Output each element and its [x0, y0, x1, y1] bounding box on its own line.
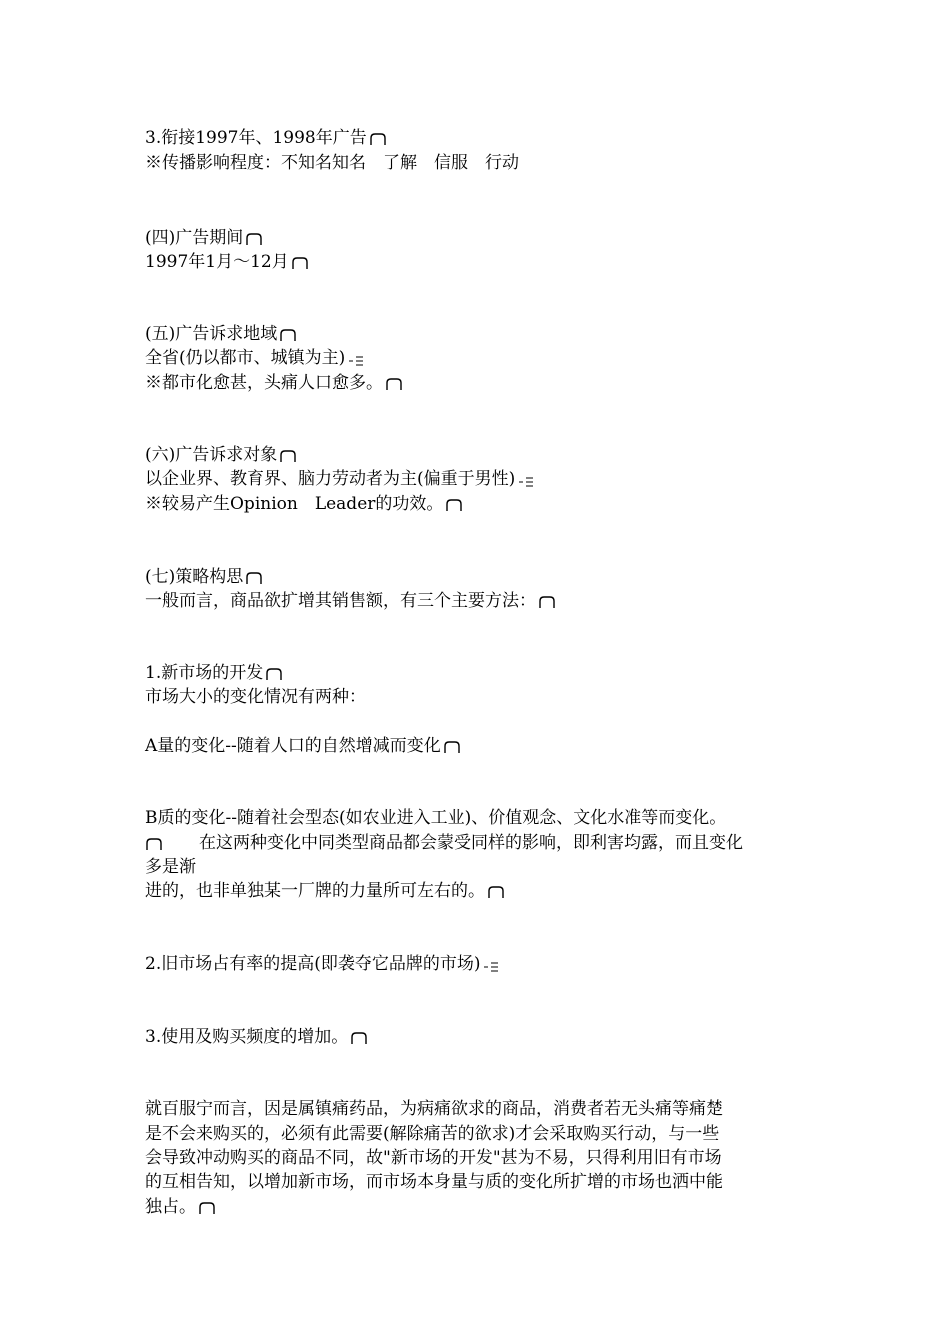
text-line: 会导致冲动购买的商品不同，故"新市场的开发"甚为不易，只得利用旧有市场	[145, 1148, 722, 1168]
paragraph-mark-icon	[350, 1031, 368, 1045]
text-line: 3.衔接1997年、1998年广告	[145, 126, 387, 150]
text-line: 是不会来购买的，必须有此需要(解除痛苦的欲求)才会采取购买行动，与一些	[145, 1124, 720, 1144]
text-line: 一般而言，商品欲扩增其销售额，有三个主要方法：	[145, 589, 556, 613]
text-line: 全省(仍以都市、城镇为主)	[145, 346, 365, 370]
text-line: 在这两种变化中同类型商品都会蒙受同样的影响，即利害均露，而且变化	[145, 831, 743, 855]
paragraph-mark-icon	[279, 328, 297, 342]
text-line: ※都市化愈甚，头痛人口愈多。	[145, 371, 403, 395]
text-line: 就百服宁而言，因是属镇痛药品，为病痛欲求的商品，消费者若无头痛等痛楚	[145, 1099, 723, 1119]
paragraph-mark-icon	[198, 1201, 216, 1215]
paragraph-mark-icon	[443, 740, 461, 754]
text-line: ※较易产生Opinion Leader的功效。	[145, 492, 463, 516]
text-line: 多是渐	[145, 857, 196, 877]
text-line: 以企业界、教育界、脑力劳动者为主(偏重于男性)	[145, 467, 535, 491]
text-line: B质的变化--随着社会型态(如农业进入工业)、价值观念、文化水准等而变化。	[145, 808, 727, 828]
paragraph-mark-icon	[265, 667, 283, 681]
paragraph-mark-icon	[245, 571, 263, 585]
text-line: 1997年1月～12月	[145, 250, 309, 274]
line-break-mark-icon	[482, 958, 500, 972]
paragraph-mark-icon	[145, 837, 163, 851]
text-line: 进的，也非单独某一厂牌的力量所可左右的。	[145, 879, 505, 903]
paragraph-mark-icon	[291, 256, 309, 270]
text-line: 2.旧市场占有率的提高(即袭夺它品牌的市场)	[145, 952, 500, 976]
section-heading: (五)广告诉求地域	[145, 322, 297, 346]
line-break-mark-icon	[517, 473, 535, 487]
text-line: A量的变化--随着人口的自然增减而变化	[145, 734, 461, 758]
section-heading: (六)广告诉求对象	[145, 443, 297, 467]
text-line: 市场大小的变化情况有两种：	[145, 687, 366, 707]
paragraph-mark-icon	[487, 885, 505, 899]
text-line: 3.使用及购买频度的增加。	[145, 1025, 368, 1049]
section-heading: (四)广告期间	[145, 226, 263, 250]
section-heading: (七)策略构思	[145, 565, 263, 589]
text-line: ※传播影响程度：不知名知名 了解 信服 行动	[145, 153, 519, 173]
paragraph-mark-icon	[538, 595, 556, 609]
paragraph-mark-icon	[385, 377, 403, 391]
paragraph-mark-icon	[445, 498, 463, 512]
text-line: 1.新市场的开发	[145, 661, 283, 685]
text-line: 的互相告知，以增加新市场，而市场本身量与质的变化所扩增的市场也洒中能	[145, 1172, 723, 1192]
line-break-mark-icon	[347, 352, 365, 366]
paragraph-mark-icon	[245, 232, 263, 246]
text-line: 独占。	[145, 1195, 216, 1219]
paragraph-mark-icon	[279, 449, 297, 463]
paragraph-mark-icon	[369, 132, 387, 146]
